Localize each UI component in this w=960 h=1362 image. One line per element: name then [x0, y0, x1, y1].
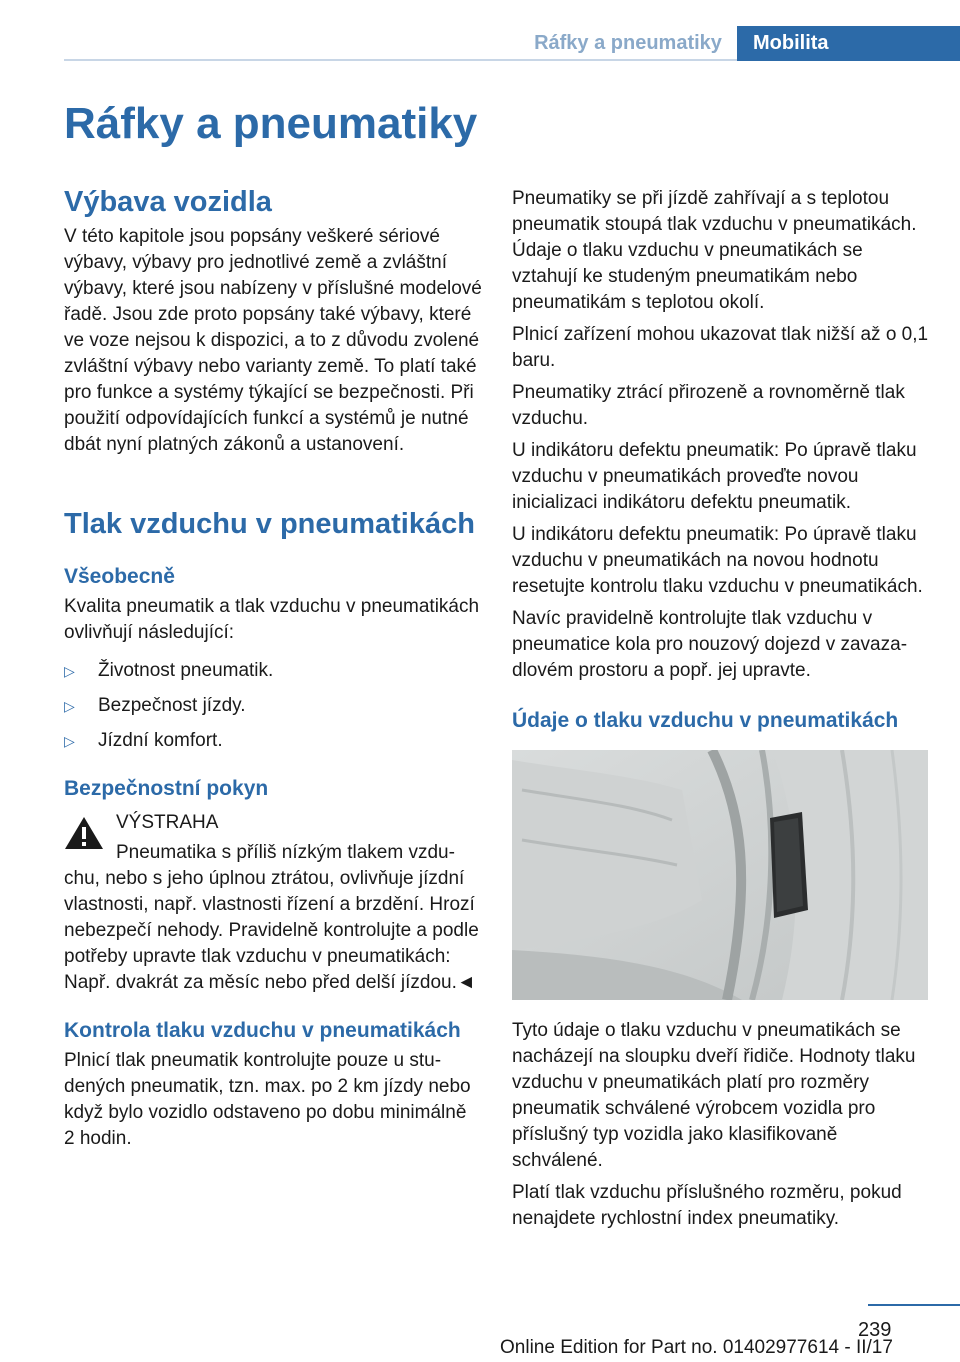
- heading-general: Všeobecně: [64, 565, 175, 588]
- paragraph-check-pressure: Plnicí tlak pneumatik kontrolujte pouze u studených pneumatik, tzn. max. po 2 km jízdy nebo když bylo vozidlo odstaveno po dobu minimálně 2 hodin.: [64, 1050, 471, 1149]
- bullet-triangle-icon: ▷: [64, 663, 75, 679]
- heading-equipment: Výbava vozidla: [64, 186, 272, 218]
- heading-check-pressure: Kontrola tlaku vzduchu v pneumatikách: [64, 1019, 461, 1042]
- warning-text: Pneumatika s příliš nízkým tlakem vzduchu, nebo s jeho úplnou ztrátou, ovlivňuje jízdní vlastnosti, např. vlastnosti řízení a brzdění. Hrozí nebezpečí nehody. Pravidelně kontrolujte a podle potřeby upravte tlak vzduchu v pneumatikách: Např. dvakrát za měsíc nebo před delší jízdou.◄: [64, 842, 479, 993]
- list-item: ▷ Bezpečnost jízdy.: [64, 693, 482, 719]
- paragraph-flat-tire-init: U indikátoru defektu pneumatik: Po úpravě tlaku vzduchu v pneumatikách proveďte novou inicializaci indikátoru defektu pneumatik.: [512, 440, 917, 513]
- door-pillar-label-image: [512, 750, 928, 1000]
- left-column: [64, 186, 482, 1152]
- right-column: [512, 186, 930, 1232]
- list-item: ▷ Jízdní komfort.: [64, 728, 482, 754]
- edition-note: Online Edition for Part no. 01402977614 - II/17: [500, 1337, 893, 1358]
- paragraph-equipment: V této kapitole jsou popsány veškeré sériové výbavy, výbavy pro jednotlivé země a zvláštní výbavy, které jsou nabízeny v příslušné modelové řadě. Jsou zde proto popsány také výbavy, které ve voze nejsou k dispozici, a to z důvodu zvolené zvláštní výbavy nebo varianty země. To platí také pro funkce a systémy týkající se bezpečnosti. Při použití odpovídajících funkcí a systémů je nutné dbát nyní platných zákonů a ustanovení.: [64, 226, 482, 455]
- paragraph-flat-tire-reset: U indikátoru defektu pneumatik: Po úpravě tlaku vzduchu v pneumatikách na novou hodnotu resetujte kontrolu tlaku vzduchu v pneumatikách.: [512, 524, 923, 597]
- bullet-triangle-icon: ▷: [64, 698, 75, 714]
- paragraph-label-location: Tyto údaje o tlaku vzduchu v pneumatikách se nacházejí na sloupku dveří řidiče. Hodnoty tlaku vzduchu v pneumatikách platí pro rozměry pneumatik schválené výrobcem vozidla pro příslušný typ vozidla jako klasifikovaně schválené.: [512, 1020, 916, 1171]
- paragraph-spare-wheel: Navíc pravidelně kontrolujte tlak vzduchu v pneumatice kola pro nouzový dojezd v zavazadlovém prostoru a popř. jej upravte.: [512, 608, 908, 681]
- heading-pressure-data: Údaje o tlaku vzduchu v pneumatikách: [512, 709, 899, 732]
- factors-list: [64, 658, 482, 754]
- heading-tire-pressure: Tlak vzduchu v pneumatikách: [64, 508, 475, 540]
- footer-rule: [868, 1304, 960, 1306]
- header-section-title: Ráfky a pneumatiky: [534, 32, 722, 54]
- warning-triangle-icon: [64, 816, 104, 850]
- header-chapter-tab: Mobilita: [737, 26, 960, 61]
- heading-safety-note: Bezpečnostní pokyn: [64, 777, 269, 800]
- paragraph-speed-index: Platí tlak vzduchu příslušného rozměru, pokud nenajdete rychlostní index pneumatiky.: [512, 1182, 902, 1229]
- warning-label: VÝSTRAHA: [116, 812, 219, 833]
- paragraph-general: Kvalita pneumatik a tlak vzduchu v pneumatikách ovlivňují následující:: [64, 596, 480, 643]
- warning-block: [64, 810, 482, 836]
- end-mark-icon: ◄: [456, 972, 476, 993]
- page-number: 239: [858, 1319, 892, 1341]
- bullet-triangle-icon: ▷: [64, 733, 75, 749]
- paragraph-warm-tires: Pneumatiky se při jízdě zahřívají a s teplotou pneumatik stoupá tlak vzduchu v pneumatikách. Údaje o tlaku vzduchu v pneumatikách se vztahují ke studeným pneumatikám nebo pneumatikám s teplotou okolí.: [512, 188, 917, 313]
- paragraph-gauge-deviation: Plnicí zařízení mohou ukazovat tlak nižší až o 0,1 baru.: [512, 324, 929, 371]
- paragraph-pressure-loss: Pneumatiky ztrácí přirozeně a rovnoměrně tlak vzduchu.: [512, 382, 905, 429]
- list-item: ▷ Životnost pneumatik.: [64, 658, 482, 684]
- page-title: Ráfky a pneumatiky: [64, 99, 478, 148]
